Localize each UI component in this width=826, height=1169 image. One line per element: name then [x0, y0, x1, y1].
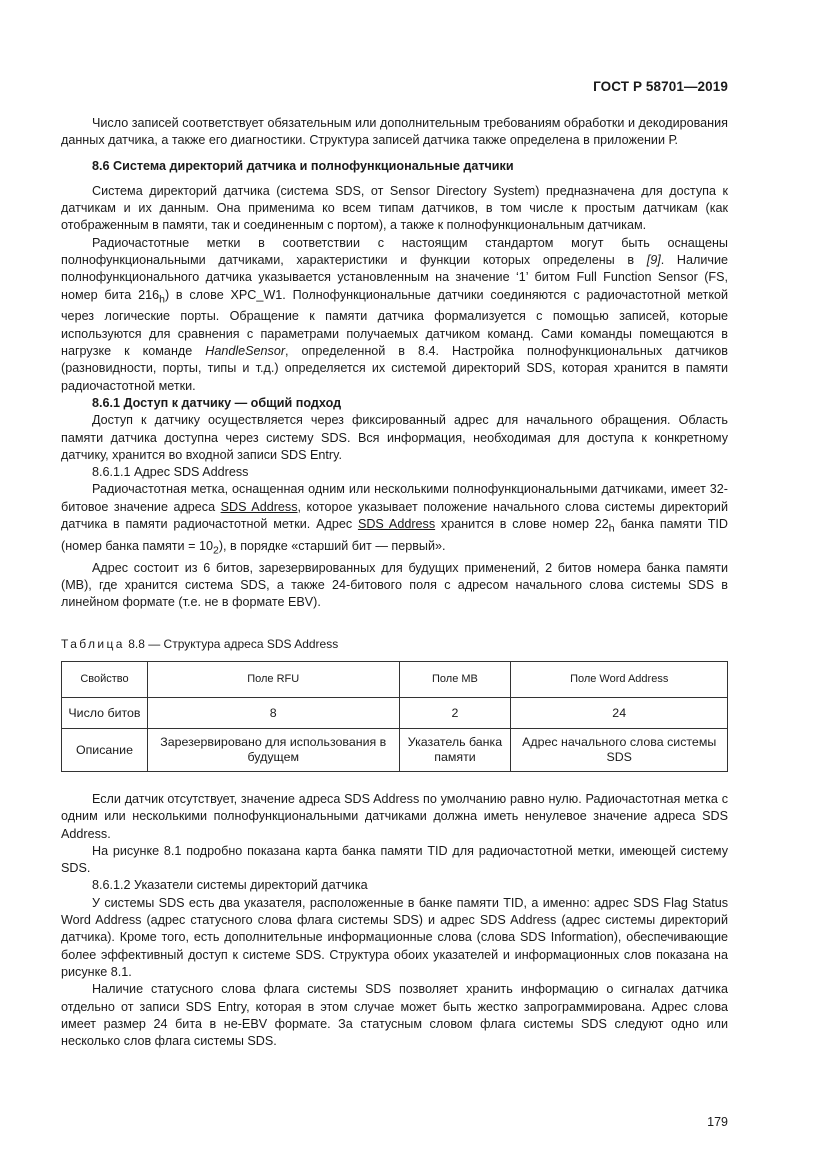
reference-9: [9]: [646, 253, 661, 268]
document-header: ГОСТ Р 58701—2019: [593, 79, 728, 94]
after-table-paragraph-2: На рисунке 8.1 подробно показана карта банка памяти TID для радиочастотной метки, имеющей систему SDS.: [61, 843, 728, 876]
upper-text-block: [61, 115, 728, 612]
section-8-6-1-2-paragraph-1: У системы SDS есть два указателя, расположенные в банке памяти TID, а именно: адрес SDS Flag Status Word Address (адрес статусного слова флага системы SDS) и адрес SDS Address (адрес системы директорий датчика). Кроме того, есть дополнительные информационные слова (слова SDS Information), обеспечивающие более эффективный доступ к системе SDS. Структура обоих указателей и информационных слов показана на рисунке 8.1.: [61, 895, 728, 979]
handlesensor-command: HandleSensor: [205, 344, 286, 359]
section-8-6-1-1-paragraph-2: Адрес состоит из 6 битов, зарезервированных для будущих применений, 2 битов номера банка памяти (MB), где хранится система SDS, а также 24-битового поля с адресом начального слова системы SDS в линейном формате (т.е. не в формате EBV).: [61, 560, 728, 610]
table-header-row: [62, 662, 728, 698]
table-cell: Число битов: [62, 698, 148, 729]
table-header-cell: Поле MB: [399, 662, 511, 698]
table-cell: Адрес начального слова системы SDS: [511, 729, 728, 772]
sds-address-term: SDS Address: [357, 517, 436, 532]
table-cell: 8: [147, 698, 399, 729]
table-header-cell: Поле RFU: [147, 662, 399, 698]
table-row: [62, 729, 728, 772]
table-cell: 2: [399, 698, 511, 729]
sds-address-term: SDS Address: [220, 499, 298, 514]
table-cell: Зарезервировано для использования в будущем: [147, 729, 399, 772]
section-8-6-1-1-heading: 8.6.1.1 Адрес SDS Address: [92, 465, 249, 480]
table-header-cell: Поле Word Address: [511, 662, 728, 698]
sds-address-table: [61, 661, 728, 772]
page-number: 179: [707, 1115, 728, 1129]
table-header-cell: Свойство: [62, 662, 148, 698]
section-8-6-1-paragraph: Доступ к датчику осуществляется через фиксированный адрес для начального обращения. Область памяти датчика доступна через систему SDS. Вся информация, необходимая для доступа к конкретному датчику, хранится во входной записи SDS Entry.: [61, 413, 728, 462]
section-8-6-1-2-heading: 8.6.1.2 Указатели системы директорий датчика: [92, 878, 368, 893]
section-8-6-1-heading: 8.6.1 Доступ к датчику — общий подход: [92, 395, 342, 410]
section-8-6-1-1-paragraph-1: Радиочастотная метка, оснащенная одним или несколькими полнофункциональными датчиками, имеет 32-битовое значение адреса SDS Address, которое указывает положение начального слова системы директорий датчика в памяти радиочастотной метки. Адрес SDS Address хранится в слове номер $22_h$ банка памяти TID (номер банка памяти = $10_2$), в порядке «старший бит — первый».: [61, 482, 729, 557]
table-cell: Указатель банка памяти: [399, 729, 511, 772]
section-8-6-paragraph-2: Радиочастотные метки в соответствии с настоящим стандартом могут быть оснащены полнофункциональными датчиками, характеристики и функции которых определены в [9]. Наличие полнофункционального датчика указывается установленным на значение ‘1’ битом Full Function Sensor (FS, номер бита $216_h$) в слове XPC_W1. Полнофункциональные датчики соединяются с радиочастотной меткой через логические порты. Обращение к памяти датчика формализуется с помощью записей, которые используются для сравнения с параметрами получаемых датчиком команд. Сами команды помещаются в нагрузке к команде HandleSensor, определенной в 8.4. Настройка полнофункциональных датчиков (разновидности, порты, типы и т.д.) определяется их системой директорий SDS, которая хранится в памяти радиочастотной метки.: [61, 235, 729, 393]
table-row: [62, 698, 728, 729]
section-8-6-paragraph-1: Система директорий датчика (система SDS, от Sensor Directory System) предназначена для доступа к датчикам и их данным. Она применима ко всем типам датчиков, в том числе к простым датчикам (как отображенным в памяти, так и соединенным с портом), а также к полнофункциональным датчикам.: [61, 183, 728, 233]
section-8-6-1-2-paragraph-2: Наличие статусного слова флага системы SDS позволяет хранить информацию о сигналах датчика отдельно от записи SDS Entry, которая в этом случае может быть жестко запрограммирована. Адрес слова имеет размер 24 бита в не-EBV формате. За статусным словом флага системы SDS следуют одно или несколько слов флага системы SDS.: [61, 982, 728, 1049]
table-caption: Таблица 8.8 — Структура адреса SDS Address: [61, 637, 339, 651]
table-cell: Описание: [62, 729, 148, 772]
intro-paragraph: Число записей соответствует обязательным или дополнительным требованиям обработки и декодирования данных датчика, а также его диагностики. Структура записей датчика также определена в приложении Р.: [61, 116, 728, 148]
table-cell: 24: [511, 698, 728, 729]
lower-text-block: [61, 791, 728, 1050]
section-8-6-heading: 8.6 Система директорий датчика и полнофункциональные датчики: [92, 158, 514, 173]
after-table-paragraph-1: Если датчик отсутствует, значение адреса SDS Address по умолчанию равно нулю. Радиочастотная метка с одним или несколькими полнофункциональными датчиками должна иметь ненулевое значение адреса SDS Address.: [61, 792, 728, 841]
